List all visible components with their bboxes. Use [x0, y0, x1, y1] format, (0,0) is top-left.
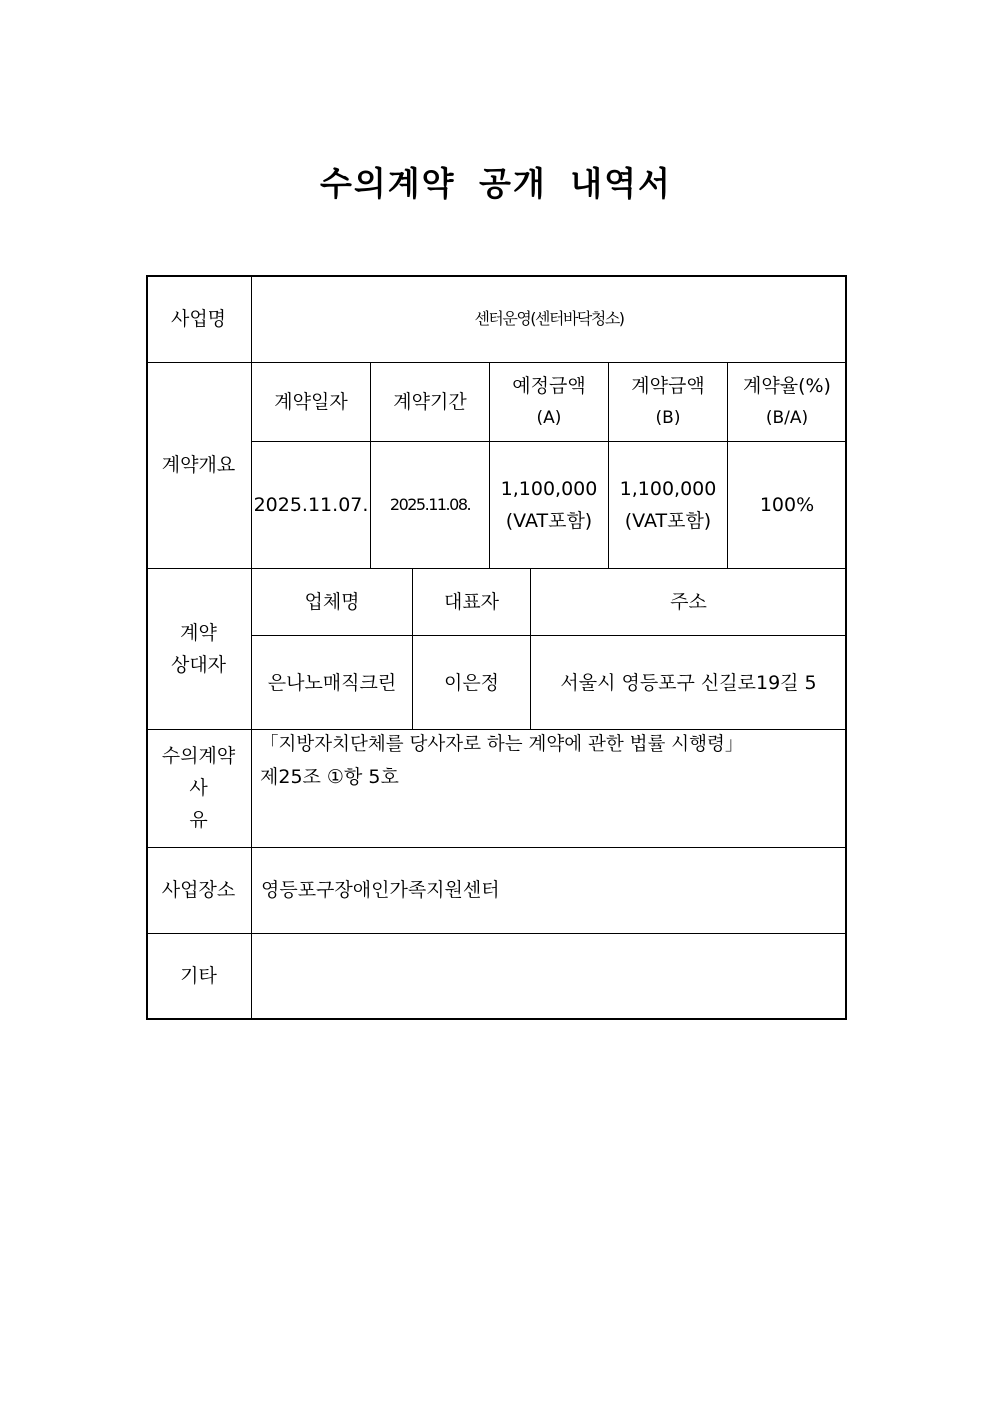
reason-label-char-a: 사: [189, 777, 208, 799]
etc-label: 기타: [180, 965, 217, 987]
company-header: 업체명: [304, 590, 360, 613]
estimated-amount-note: (VAT포함): [505, 510, 593, 532]
place-value: 영등포구장애인가족지원센터: [261, 879, 500, 901]
contract-amount-number: 1,100,000: [619, 478, 717, 500]
document-title: 수의계약 공개 내역서: [320, 164, 672, 203]
address-value: 서울시 영등포구 신길로19길 5: [560, 671, 817, 694]
contract-amount-header: [609, 362, 727, 441]
contract-amount-header-text: 계약금액: [631, 374, 705, 397]
contract-rate-value: 100%: [759, 494, 815, 516]
estimated-amount-number: 1,100,000: [500, 478, 598, 500]
contract-amount-header-sub: (B): [655, 407, 681, 428]
contract-rate-header-sub: (B/A): [765, 407, 809, 428]
etc-value: [252, 933, 846, 1019]
estimated-amount-value: [490, 442, 608, 568]
counterparty-label: [146, 568, 251, 729]
estimated-amount-header-text: 예정금액: [512, 374, 586, 397]
reason-value: [252, 729, 846, 847]
reason-line2: 제25조 ①항 5호: [260, 766, 399, 788]
address-header: 주소: [670, 590, 707, 613]
project-name-label: 사업명: [170, 308, 227, 330]
representative-value: 이은정: [443, 671, 500, 694]
representative-header: 대표자: [443, 590, 500, 613]
estimated-amount-header: [490, 362, 608, 441]
contract-rate-header: [728, 362, 846, 441]
contract-period-value: 2025.11.08.: [389, 495, 471, 514]
estimated-amount-header-sub: (A): [536, 407, 562, 428]
contract-date-value: 2025.11.07.: [253, 494, 369, 516]
company-value: 은나노매직크린: [267, 671, 397, 694]
contract-date-header: 계약일자: [274, 390, 348, 413]
contract-period-header: 계약기간: [393, 390, 467, 413]
contract-summary-label: 계약개요: [161, 454, 236, 476]
contract-amount-value: [609, 442, 727, 568]
counterparty-label-line1: 계약: [180, 621, 217, 644]
reason-label-char-b: 유: [189, 809, 208, 831]
reason-line1: 「지방자치단체를 당사자로 하는 계약에 관한 법률 시행령」: [260, 734, 744, 755]
counterparty-label-line2: 상대자: [170, 653, 227, 676]
reason-label-line1: 수의계약: [161, 745, 236, 767]
contract-rate-header-text: 계약율(%): [743, 374, 831, 397]
reason-label-line2: [161, 772, 237, 836]
contract-amount-note: (VAT포함): [624, 510, 712, 532]
reason-label: [146, 729, 251, 847]
project-name-value: 센터운영(센터바닥청소): [474, 309, 624, 328]
place-label: 사업장소: [161, 879, 236, 901]
